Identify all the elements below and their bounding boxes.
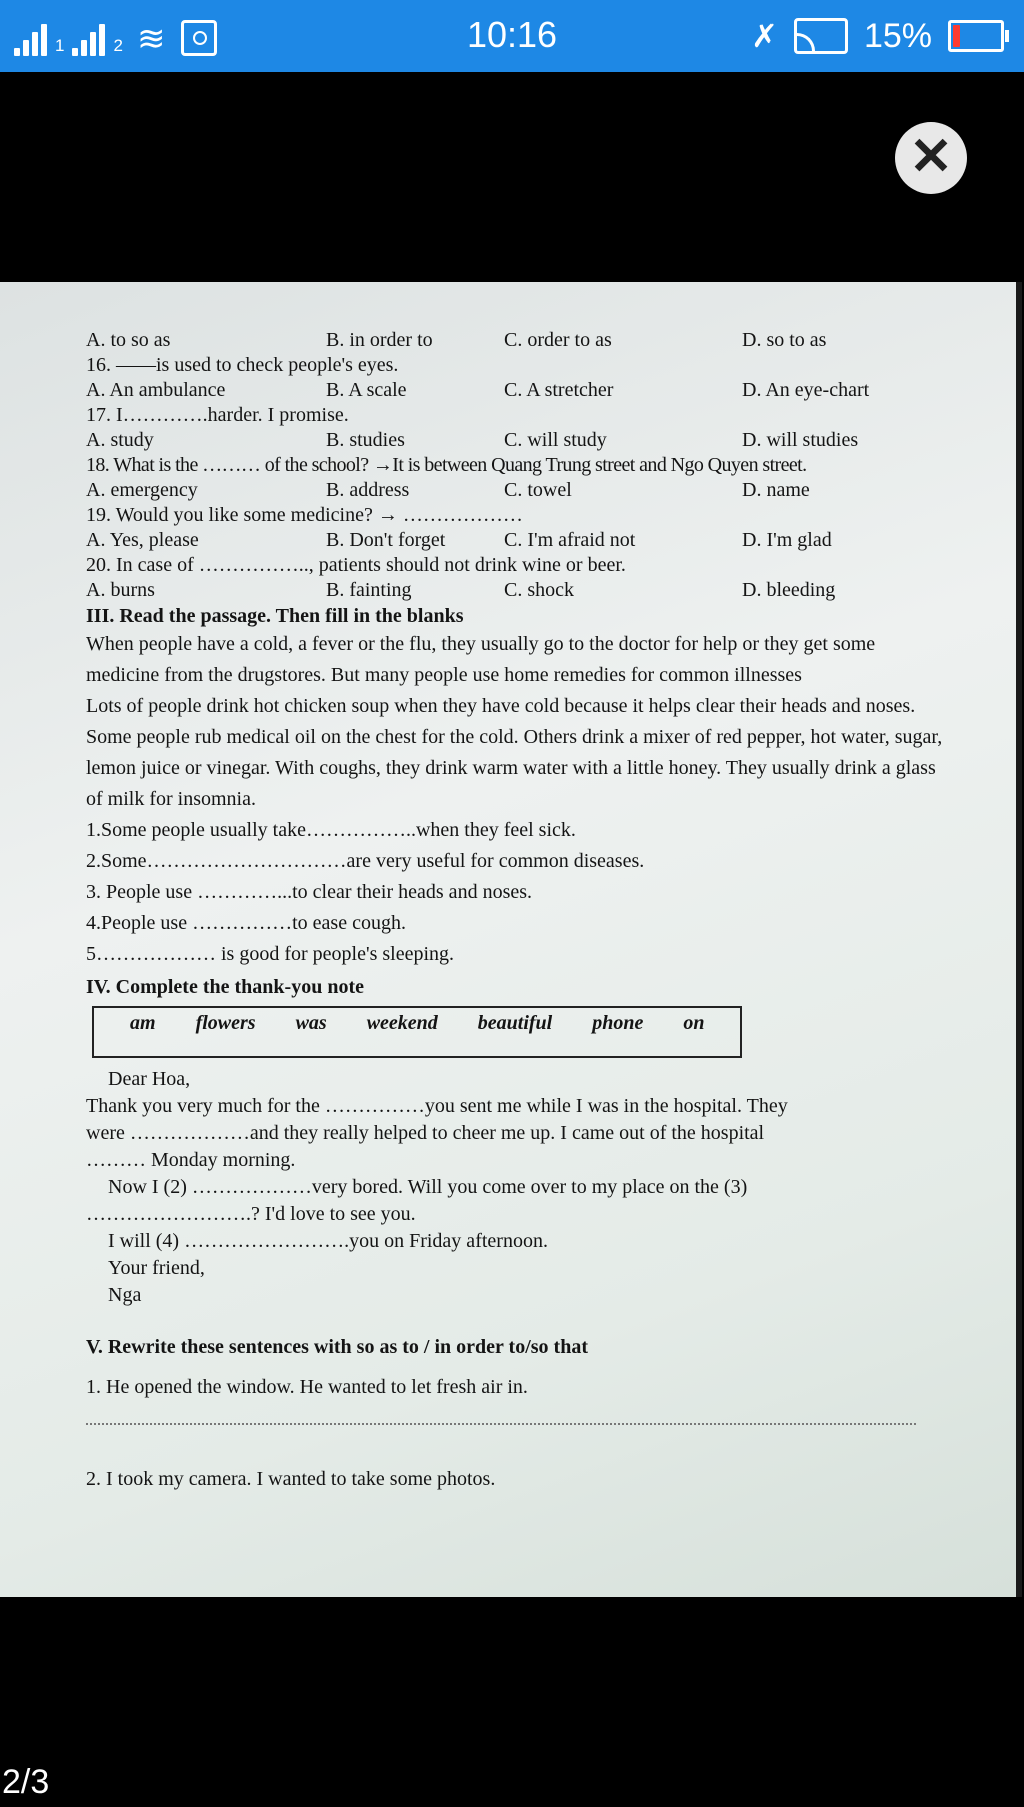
option-b: B. fainting <box>326 579 412 601</box>
letter-line: …………………….? I'd love to see you. <box>86 1203 416 1225</box>
status-bar <box>0 0 1024 72</box>
battery-icon <box>948 20 1004 52</box>
option-b: B. A scale <box>326 379 407 401</box>
option-a: A. study <box>86 429 154 451</box>
rewrite-sentence-1: 1. He opened the window. He wanted to let fresh air in. <box>86 1376 528 1398</box>
word-box-item: on <box>683 1012 705 1034</box>
option-a: A. Yes, please <box>86 529 199 551</box>
letter-closing: Your friend, <box>108 1257 205 1279</box>
options-row <box>86 578 946 603</box>
question-16: 16. ——is used to check people's eyes. <box>86 354 399 376</box>
option-d: D. will studies <box>742 429 859 451</box>
option-c: C. order to as <box>504 329 612 351</box>
screen-record-icon <box>181 20 217 56</box>
option-c: C. towel <box>504 479 572 501</box>
word-box-item: weekend <box>366 1012 438 1034</box>
status-left <box>14 16 217 56</box>
option-d: D. An eye-chart <box>742 379 870 401</box>
option-b: B. address <box>326 479 410 501</box>
options-row <box>86 428 946 453</box>
option-d: D. so to as <box>742 329 827 351</box>
page-indicator: 2/3 <box>2 1763 50 1801</box>
option-d: D. bleeding <box>742 579 836 601</box>
signal-icon <box>72 24 105 56</box>
option-d: D. name <box>742 479 810 501</box>
option-c: C. shock <box>504 579 574 601</box>
section-3-title: III. Read the passage. Then fill in the blanks <box>86 605 464 627</box>
rewrite-sentence-2: 2. I took my camera. I wanted to take some photos. <box>86 1468 496 1490</box>
passage-paragraph-1: When people have a cold, a fever or the flu, they usually go to the doctor for help or they get some medicine from the drugstores. But many people use home remedies for common illnesses <box>86 633 876 686</box>
wifi-icon: ≋ <box>136 20 166 58</box>
word-box-item: flowers <box>195 1012 256 1034</box>
section-5-title: V. Rewrite these sentences with so as to / in order to/so that <box>86 1336 588 1358</box>
options-row <box>86 528 946 553</box>
fill-blank-1: 1.Some people usually take……………..when they feel sick. <box>86 819 576 841</box>
sim1-label: 1 <box>55 36 65 55</box>
word-box-item: am <box>130 1012 156 1034</box>
fill-blank-5: 5……………… is good for people's sleeping. <box>86 943 455 965</box>
letter-line: ……… Monday morning. <box>86 1149 296 1171</box>
worksheet <box>86 328 946 1493</box>
letter-greeting: Dear Hoa, <box>108 1068 191 1090</box>
question-18: 18. What is the ……… of the school? →It is between Quang Trung street and Ngo Quyen street. <box>86 454 807 476</box>
option-b: B. studies <box>326 429 405 451</box>
letter-line: Thank you very much for the ……………you sent me while I was in the hospital. They <box>86 1095 788 1117</box>
letter-line: were ………………and they really helped to cheer me up. I came out of the hospital <box>86 1122 765 1144</box>
question-17: 17. I………….harder. I promise. <box>86 404 349 426</box>
option-a: A. An ambulance <box>86 379 226 401</box>
word-box-item: phone <box>592 1012 644 1034</box>
option-d: D. I'm glad <box>742 529 832 551</box>
signal-icon <box>14 24 47 56</box>
battery-percent: 15% <box>863 16 932 55</box>
clock: 10:16 <box>466 14 558 55</box>
status-right <box>751 14 1004 58</box>
options-row <box>86 478 946 503</box>
option-c: C. A stretcher <box>504 379 614 401</box>
option-b: B. Don't forget <box>326 529 446 551</box>
sim2-label: 2 <box>113 36 123 55</box>
letter-line: I will (4) …………………….you on Friday afternoon. <box>108 1230 548 1252</box>
word-box <box>92 1006 742 1058</box>
mute-icon: ✗ <box>751 18 778 54</box>
word-box-item: beautiful <box>477 1012 553 1034</box>
thank-you-note <box>86 1066 946 1309</box>
question-20: 20. In case of …………….., patients should not drink wine or beer. <box>86 554 626 576</box>
option-c: C. will study <box>504 429 607 451</box>
close-button[interactable]: ✕ <box>895 122 967 194</box>
section-4-title: IV. Complete the thank-you note <box>86 976 364 998</box>
letter-line: Now I (2) ………………very bored. Will you come over to my place on the (3) <box>108 1176 748 1198</box>
battery-level <box>953 25 960 47</box>
options-row <box>86 378 946 403</box>
fill-blank-4: 4.People use ……………to ease cough. <box>86 912 406 934</box>
answer-line <box>86 1421 916 1425</box>
letter-signature: Nga <box>108 1284 142 1306</box>
option-a: A. emergency <box>86 479 198 501</box>
passage-paragraph-2: Lots of people drink hot chicken soup when they have cold because it helps clear their heads and noses. Some people rub medical oil on the chest for the cold. Others drink a mixer of red pepper, hot water, sugar, lemon juice or vinegar. With coughs, they drink warm water with a little honey. They usually drink a glass of milk for insomnia. <box>86 695 943 810</box>
option-c: C. I'm afraid not <box>504 529 636 551</box>
question-19: 19. Would you like some medicine? → ……………… <box>86 504 523 526</box>
worksheet-photo[interactable] <box>0 282 1022 1597</box>
fill-blank-2: 2.Some…………………………are very useful for common diseases. <box>86 850 645 872</box>
option-a: A. to so as <box>86 329 171 351</box>
fill-blank-3: 3. People use …………...to clear their heads and noses. <box>86 881 533 903</box>
cast-icon <box>794 18 848 54</box>
options-row <box>86 328 946 353</box>
word-box-item: was <box>295 1012 327 1034</box>
option-b: B. in order to <box>326 329 433 351</box>
option-a: A. burns <box>86 579 155 601</box>
